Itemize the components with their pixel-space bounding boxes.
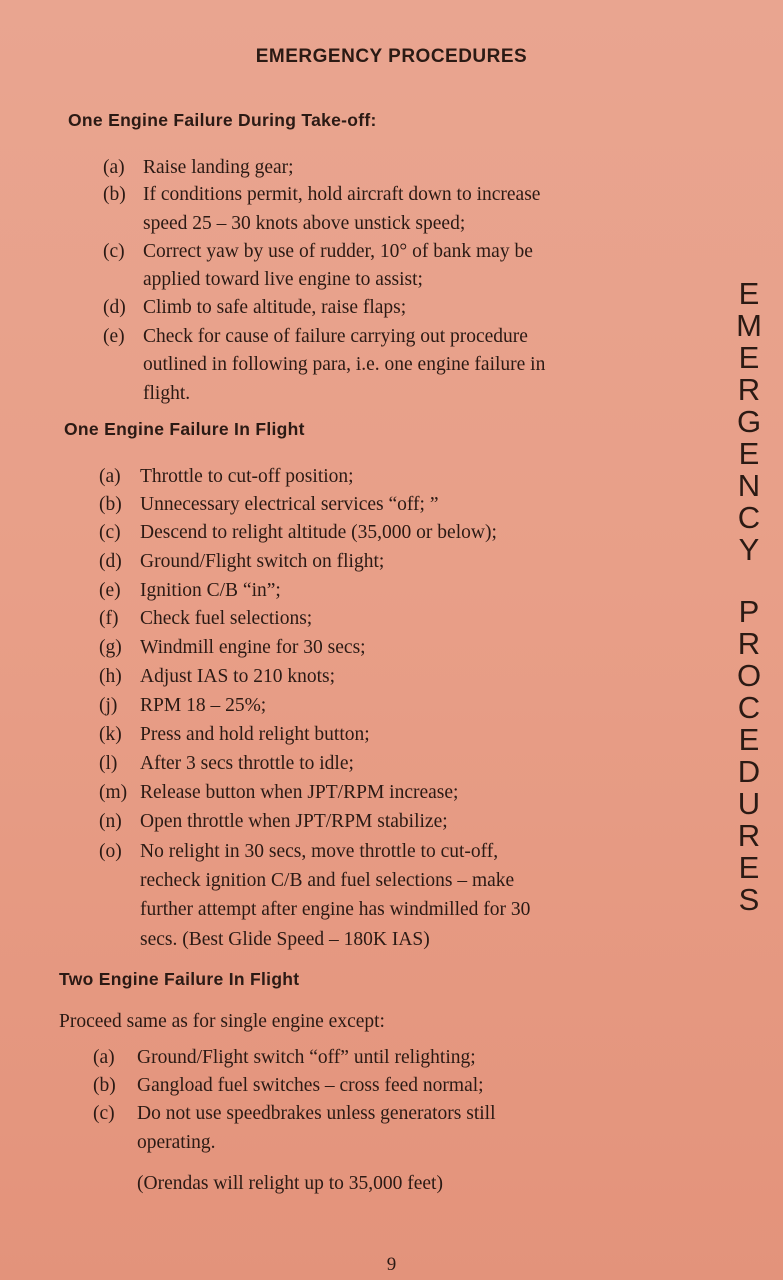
item-label: (a) [93,1047,115,1068]
item-label: (a) [99,466,121,487]
item-text: outlined in following para, i.e. one engine failure in [143,354,546,375]
item-text: After 3 secs throttle to idle; [140,753,354,774]
side-tab-letter: E [738,722,760,757]
item-text: Descend to relight altitude (35,000 or below); [140,522,497,543]
item-text: Ignition C/B “in”; [140,580,281,601]
side-tab-letter: E [738,436,760,471]
item-label: (d) [103,297,126,318]
item-label: (k) [99,724,122,745]
item-text: Press and hold relight button; [140,724,370,745]
item-label: (b) [99,494,122,515]
item-label: (a) [103,157,125,178]
item-text: Climb to safe altitude, raise flaps; [143,297,407,318]
item-text: Check fuel selections; [140,608,313,629]
item-label: (g) [99,637,122,658]
item-label: (e) [99,580,121,601]
item-label: (c) [103,241,125,262]
item-text: Unnecessary electrical services “off; ” [140,494,439,515]
item-text: Do not use speedbrakes unless generators still [137,1103,496,1124]
item-text: Adjust IAS to 210 knots; [140,666,336,687]
side-tab-letter: C [737,690,761,725]
side-tab-letter: D [737,754,761,789]
item-text: Correct yaw by use of rudder, 10° of bank may be [143,241,533,262]
item-text: operating. [137,1132,216,1153]
item-label: (h) [99,666,122,687]
item-label: (j) [99,695,118,716]
side-tab-letter: S [738,882,760,917]
item-text: secs. (Best Glide Speed – 180K IAS) [140,929,430,950]
side-tab-letter: R [737,372,761,407]
side-tab-letter: C [737,500,761,535]
item-label: (l) [99,753,118,774]
item-label: (b) [93,1075,116,1096]
section-heading: One Engine Failure In Flight [64,419,305,439]
section-intro: Proceed same as for single engine except: [59,1011,385,1032]
item-label: (n) [99,811,122,832]
side-tab-letter: U [737,786,761,821]
item-text: RPM 18 – 25%; [140,695,267,716]
item-text: Windmill engine for 30 secs; [140,637,366,658]
item-text: recheck ignition C/B and fuel selections – make [140,870,515,891]
item-label: (e) [103,326,125,347]
item-text: Raise landing gear; [143,157,294,178]
item-text: Ground/Flight switch “off” until relighting; [137,1047,476,1068]
item-text: Open throttle when JPT/RPM stabilize; [140,811,448,832]
side-tab-letter: E [738,340,760,375]
side-tab-letter: E [738,276,760,311]
item-text: applied toward live engine to assist; [143,269,423,290]
item-text: Throttle to cut-off position; [140,466,354,487]
item-label: (c) [93,1103,115,1124]
section-note: (Orendas will relight up to 35,000 feet) [137,1173,443,1194]
item-text: No relight in 30 secs, move throttle to cut-off, [140,841,499,862]
side-tab-letter: Y [738,532,760,567]
item-label: (b) [103,184,126,205]
item-label: (m) [99,782,128,803]
item-label: (d) [99,551,122,572]
item-text: If conditions permit, hold aircraft down to increase [143,184,541,205]
side-tab-letter: O [736,658,762,693]
side-tab-letter: P [738,594,760,629]
item-text: flight. [143,383,191,404]
item-text: Check for cause of failure carrying out procedure [143,326,528,347]
side-tab-letter: R [737,626,761,661]
side-tab-letter: R [737,818,761,853]
item-text: Ground/Flight switch on flight; [140,551,385,572]
side-tab-letter: E [738,850,760,885]
section-heading: One Engine Failure During Take-off: [68,110,377,130]
item-label: (c) [99,522,121,543]
section-heading: Two Engine Failure In Flight [59,969,300,989]
item-label: (f) [99,608,119,629]
item-text: Release button when JPT/RPM increase; [140,782,459,803]
side-tab-letter: M [736,308,762,343]
side-tab-letter: G [736,404,762,439]
item-label: (o) [99,841,122,862]
item-text: Gangload fuel switches – cross feed normal; [137,1075,484,1096]
item-text: further attempt after engine has windmilled for 30 [140,899,531,920]
side-tab-letter: N [737,468,761,503]
page-title: EMERGENCY PROCEDURES [255,46,528,67]
page-number: 9 [386,1254,397,1275]
item-text: speed 25 – 30 knots above unstick speed; [143,213,466,234]
